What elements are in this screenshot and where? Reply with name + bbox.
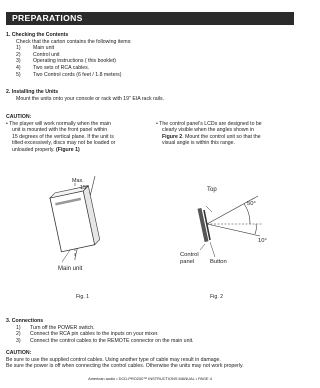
- angle-arc-top: [244, 204, 250, 224]
- caution-left-last: unloaded properly.: [12, 147, 55, 153]
- contents-item-text: Control unit: [33, 51, 60, 58]
- installing-heading: 2. Installing the Units: [6, 89, 59, 95]
- control-panel-pointer: [200, 244, 205, 250]
- button-label: Button: [210, 259, 227, 265]
- figure-2-caption: Fig. 2: [210, 294, 223, 300]
- caution-right-line: visual angle is within this range.: [162, 140, 235, 147]
- tilt-angle-label: 15°: [80, 185, 89, 191]
- figure-1-reference: (Figure 1): [56, 147, 80, 153]
- caution-left-line: 15 degrees of the vertical plane. If the unit is: [12, 133, 114, 140]
- connection-step-text: Connect the control cables to the REMOTE connector on the main unit.: [30, 337, 194, 344]
- top-angle-label: 50°: [247, 201, 256, 207]
- caution-left-line: • The player will work normally when the main: [6, 120, 111, 127]
- contents-item-text: Two sets of RCA cables.: [33, 65, 90, 71]
- angle-arc-bottom: [255, 224, 256, 234]
- section-title: PREPARATIONS: [12, 13, 83, 23]
- top-pointer: [206, 206, 212, 212]
- connection-step-text: Connect the RCA pin cables to the inputs on your mixer.: [30, 331, 159, 338]
- top-label: Top: [207, 187, 217, 193]
- connection-step-number: 3): [16, 337, 21, 344]
- caution-2-heading: CAUTION:: [6, 350, 32, 356]
- contents-item-number: 2): [16, 51, 21, 58]
- checking-intro: Check that the carton contains the following items:: [16, 38, 132, 45]
- contents-item-number: 4): [16, 65, 21, 71]
- caution-2-line: Be sure the power is off when connecting the control cables. Otherwise the units may not work properly.: [6, 363, 244, 370]
- caution-heading: CAUTION:: [6, 114, 32, 120]
- button-pointer: [210, 242, 215, 257]
- caution-2-line: Be sure to use the supplied control cables. Using another type of cable may result in damage.: [6, 356, 221, 363]
- caution-right-line: • The control panel's LCDs are designed to be: [156, 120, 262, 127]
- installing-text: Mount the units onto your console or rack with 19" EIA rack rails.: [16, 95, 165, 102]
- connection-step-text: Turn off the POWER switch.: [30, 324, 95, 331]
- connection-step-number: 2): [16, 331, 21, 338]
- contents-item-text: Two Control cords (6 feet / 1.8 meters): [33, 71, 122, 78]
- contents-item-text: Operating instructions ( this booklet): [33, 58, 117, 65]
- page-footer: American audio • DCD-PRO200™ INSTRUCTIONS MANUAL • PAGE 4: [88, 376, 212, 381]
- panel-label: panel: [180, 259, 195, 265]
- caution-left-line: unit is mounted with the front panel within: [12, 127, 108, 134]
- figure-2-reference: Figure 2: [162, 133, 183, 140]
- caution-right-line: clearly visible when the angles shown in: [162, 127, 254, 134]
- connection-step-number: 1): [16, 324, 21, 331]
- viewing-line-bottom: [207, 224, 260, 236]
- caution-left-line: tilted excessively, discs may not be loaded or: [12, 140, 116, 147]
- control-label: Control: [180, 252, 199, 258]
- figure-1-caption: Fig. 1: [76, 294, 89, 300]
- bottom-angle-label: 10°: [258, 238, 267, 244]
- connections-heading: 3. Connections: [6, 318, 44, 324]
- main-unit-label: Main unit: [58, 266, 83, 272]
- caution-right-tail: . Mount the control unit so that the: [182, 133, 261, 140]
- max-label: Max.: [72, 178, 84, 184]
- contents-item-number: 5): [16, 71, 21, 78]
- contents-item-text: Main unit: [33, 45, 55, 52]
- contents-item-number: 1): [16, 45, 21, 52]
- checking-heading: 1. Checking the Contents: [6, 32, 69, 38]
- contents-item-number: 3): [16, 58, 21, 65]
